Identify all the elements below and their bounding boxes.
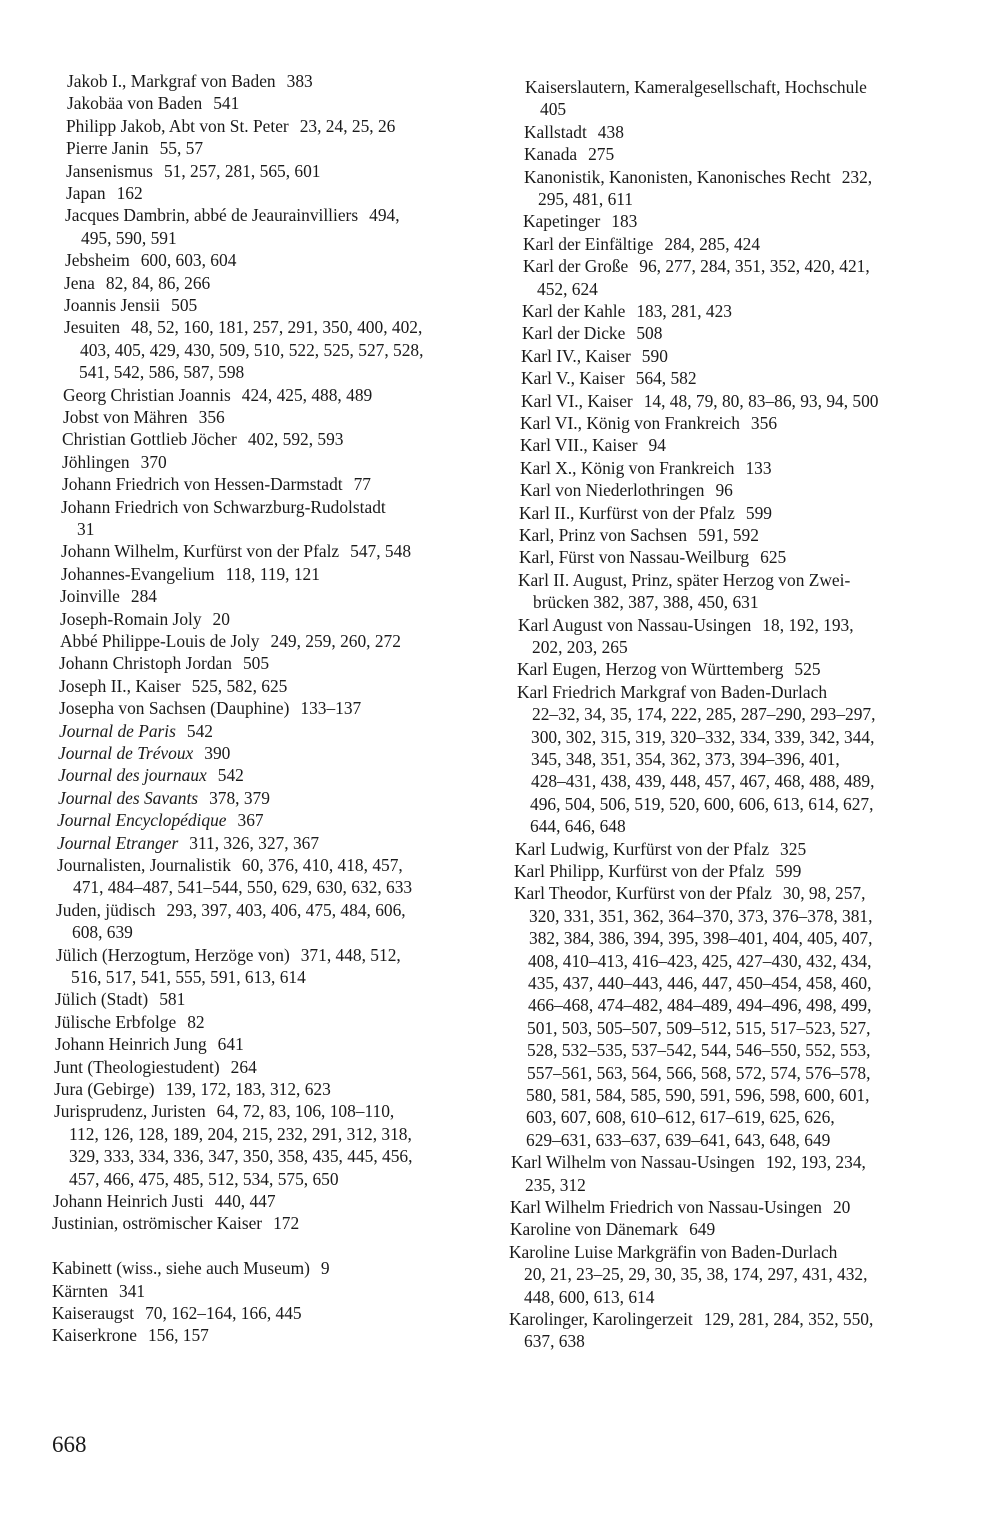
index-page-refs: 591, 592 [698,525,759,545]
index-page-refs-continued: 644, 646, 648 [530,816,626,837]
index-entry [53,1190,276,1212]
index-term: Karl Ludwig, Kurfürst von der Pfalz [515,838,770,859]
index-entry [58,787,270,809]
index-page-refs-continued: 457, 466, 475, 485, 512, 534, 575, 650 [69,1168,339,1189]
index-term: Kaiseraugst [52,1303,135,1323]
index-term: Kabinett (wiss., siehe auch Museum) [52,1258,310,1279]
index-page-refs-continued: 22–32, 34, 35, 174, 222, 285, 287–290, 293–297, [532,704,876,725]
index-page-refs: 96, 277, 284, 351, 352, 420, 421, [639,256,870,277]
index-page-refs: 541 [213,93,240,114]
index-page-refs: 192, 193, 234, [765,1152,866,1173]
index-term: Journal Encyclopédique [57,810,227,831]
index-page-refs-continued: 501, 503, 505–507, 509–512, 515, 517–523, 527, [527,1017,871,1038]
index-term: Georg Christian Joannis [63,384,231,405]
index-term: Johann Christoph Jordan [59,653,232,674]
index-entry [57,809,264,831]
index-entry [59,675,287,697]
index-term: Karl II., Kurfürst von der Pfalz [519,502,735,523]
index-page-refs: 183 [611,211,638,232]
index-entry [522,300,732,322]
index-page-refs-continued: 541, 542, 586, 587, 598 [79,362,245,383]
index-page-refs: 525, 582, 625 [191,675,288,696]
index-page-refs: 82, 84, 86, 266 [105,272,211,293]
index-entry [62,473,371,495]
index-term: Kaiserslautern, Kameralgesellschaft, Hochschule [525,77,867,97]
index-term: Jakobäa von Baden [67,93,203,114]
index-page-refs: 20 [832,1197,851,1217]
index-page-refs-continued: 31 [77,519,95,539]
index-entry [525,76,867,98]
index-term: Jebsheim [65,250,130,271]
index-page-refs: 383 [286,71,313,91]
index-entry [59,697,361,719]
index-term: Karl V., Kaiser [521,368,625,389]
index-entry [62,428,344,450]
index-term: Karl der Einfältige [523,233,654,254]
index-page-refs: 325 [780,838,807,859]
index-entry [518,569,850,591]
index-entry [54,1078,331,1100]
index-page-refs-continued: 112, 126, 128, 189, 204, 215, 232, 291, 312, 318, [69,1123,412,1144]
index-term: Karl der Große [523,256,629,277]
index-term: Journal Etranger [57,832,179,853]
index-page-refs-continued: 408, 410–413, 416–423, 425, 427–430, 432, 434, [528,950,872,971]
index-page-refs-continued: 629–631, 633–637, 639–641, 643, 648, 649 [526,1129,831,1150]
index-entry [56,944,401,966]
index-page-refs: 625 [760,547,787,568]
index-term: Journal de Trévoux [58,743,194,763]
index-page-refs: 284, 285, 424 [664,233,761,254]
index-entry [64,316,422,338]
index-entry [514,860,801,882]
index-entry [524,166,872,188]
index-page-refs-continued: 496, 504, 506, 519, 520, 600, 606, 613, 614, 627, [530,793,874,814]
index-term: Johann Wilhelm, Kurfürst von der Pfalz [61,541,340,562]
index-page-refs: 424, 425, 488, 489 [241,384,373,405]
index-page-refs: 156, 157 [147,1325,209,1346]
index-entry [60,630,401,652]
index-page-refs: 60, 376, 410, 418, 457, [241,855,403,875]
index-page-refs-continued: 495, 590, 591 [81,227,177,248]
index-page-refs: 20 [212,608,230,629]
index-page-refs: 275 [588,144,615,165]
index-page-refs-continued: 300, 302, 315, 319, 320–332, 334, 339, 342, 344, [531,726,875,747]
index-page-refs: 311, 326, 327, 367 [189,832,320,853]
index-page-refs: 118, 119, 121 [225,563,320,584]
index-page-refs: 564, 582 [635,368,697,389]
index-entry [519,524,759,546]
index-entry [521,345,668,367]
index-term: Karl VII., Kaiser [520,435,638,456]
index-entry [59,720,213,742]
index-entry [520,457,772,479]
index-page-refs: 378, 379 [209,787,270,808]
index-page-refs: 264 [230,1056,257,1077]
index-entry [63,384,372,406]
index-term: Kanada [524,144,578,165]
index-page-refs-continued: brücken 382, 387, 388, 450, 631 [533,592,759,613]
index-page-refs: 30, 98, 257, [782,883,866,904]
index-entry [64,294,197,316]
index-entry [66,115,395,137]
index-page-refs-continued: 448, 600, 613, 614 [524,1286,655,1307]
index-entry [60,585,157,607]
index-term: Jurisprudenz, Juristen [54,1101,206,1122]
index-page-refs-continued: 403, 405, 429, 430, 509, 510, 522, 525, 527, 528, [80,339,424,360]
index-entry [523,233,760,255]
index-page-refs-continued: 516, 517, 541, 555, 591, 613, 614 [71,967,306,987]
index-entry [52,1280,145,1302]
index-entry [67,92,239,114]
index-page-refs: 293, 397, 403, 406, 475, 484, 606, [166,899,406,920]
index-term: Jacques Dambrin, abbé de Jeaurainvilliers [65,205,359,226]
index-entry [66,182,143,204]
index-page-refs: 94 [648,435,666,456]
index-term: Jakob I., Markgraf von Baden [67,71,276,91]
index-page-refs: 9 [320,1258,330,1279]
index-term: Kapetinger [523,211,601,232]
index-entry [518,614,854,636]
index-page-refs: 356 [198,407,225,427]
index-page-refs: 505 [171,295,198,315]
index-page-refs: 649 [689,1219,716,1240]
index-page-refs: 23, 24, 25, 26 [299,115,396,136]
index-term: Karl, Prinz von Sachsen [519,525,688,545]
index-entry [520,434,666,456]
index-page-refs-continued: 235, 312 [525,1174,586,1195]
index-page-refs: 590 [641,345,668,366]
index-entry [58,742,230,764]
index-page-refs-continued: 471, 484–487, 541–544, 550, 629, 630, 632, 633 [73,877,413,898]
index-page-refs-continued: 608, 639 [72,922,133,943]
index-entry [57,854,403,876]
index-page-refs: 505 [242,653,270,674]
index-term: Karl der Kahle [522,301,626,321]
index-page-refs: 542 [186,720,213,741]
index-page-refs: 133–137 [300,698,362,719]
index-term: Joseph-Romain Joly [60,608,202,629]
index-term: Jansenismus [66,160,153,181]
index-term: Karl Friedrich Markgraf von Baden-Durlach [517,681,828,702]
index-page-refs-continued: 320, 331, 351, 362, 364–370, 373, 376–378, 381, [529,905,873,926]
index-page-refs: 96 [715,480,733,501]
index-page-refs: 48, 52, 160, 181, 257, 291, 350, 400, 402, [131,317,423,338]
index-page-refs: 172 [273,1213,300,1234]
index-term: Kallstadt [524,121,587,142]
index-term: Juden, jüdisch [56,899,156,920]
index-entry [510,1196,850,1218]
index-term: Karl der Dicke [522,323,626,344]
index-term: Abbé Philippe-Louis de Joly [60,631,260,651]
index-entry [521,367,697,389]
index-term: Karl Wilhelm von Nassau-Usingen [511,1152,755,1173]
index-page-refs: 183, 281, 423 [636,301,732,321]
index-entry [52,1257,330,1279]
index-entry [59,652,269,674]
index-page-refs-continued: 452, 624 [537,278,598,299]
index-term: Karl II. August, Prinz, später Herzog von Zwei- [518,569,851,590]
index-term: Christian Gottlieb Jöcher [62,429,237,450]
index-page-refs: 371, 448, 512, [300,944,401,965]
index-page-refs: 440, 447 [214,1191,276,1211]
index-page-refs: 508 [636,323,663,344]
index-entry [55,1011,205,1033]
index-entry [52,1324,209,1346]
index-entry [524,121,624,143]
index-entry [517,658,821,680]
index-entry [511,1151,866,1173]
index-page-refs-continued: 202, 203, 265 [532,637,628,657]
index-term: Karl X., König von Frankreich [520,457,735,478]
index-page-refs: 547, 548 [350,541,412,562]
index-term: Jura (Gebirge) [54,1079,155,1099]
index-entry [509,1241,837,1263]
index-page-refs-continued: 557–561, 563, 564, 566, 568, 572, 574, 576–578, [527,1062,871,1083]
index-entry [54,1056,257,1078]
index-page-refs: 402, 592, 593 [247,429,344,450]
index-entry [60,608,230,630]
index-entry [55,1033,244,1055]
index-page-refs: 51, 257, 281, 565, 601 [163,160,321,181]
index-page-refs-continued: 382, 384, 386, 394, 395, 398–401, 404, 405, 407, [529,928,873,949]
index-page-refs-continued: 20, 21, 23–25, 29, 30, 35, 38, 174, 297, 431, 432, [524,1264,868,1285]
index-page-refs: 390 [204,743,231,763]
index-term: Jöhlingen [62,451,130,472]
index-term: Joseph II., Kaiser [59,675,181,696]
index-entry [514,882,865,904]
index-page-refs-continued: 580, 581, 584, 585, 590, 591, 596, 598, 600, 601, [526,1085,870,1105]
index-term: Karl IV., Kaiser [521,345,631,366]
index-entry [66,160,320,182]
index-entry [55,988,185,1010]
index-entry [66,137,203,159]
index-term: Karl, Fürst von Nassau-Weilburg [519,547,750,568]
index-page-refs: 139, 172, 183, 312, 623 [165,1079,331,1099]
index-entry [510,1218,715,1240]
index-page-refs: 599 [745,502,772,523]
index-page-refs: 249, 259, 260, 272 [270,631,401,651]
index-term: Justinian, oströmischer Kaiser [52,1213,263,1234]
index-entry [52,1212,299,1234]
index-page-refs: 599 [775,861,802,881]
index-term: Karl VI., Kaiser [521,390,633,411]
index-entry [62,451,167,473]
index-term: Karl von Niederlothringen [520,480,705,501]
index-term: Karl Philipp, Kurfürst von der Pfalz [514,861,765,881]
index-entry [523,210,637,232]
index-term: Jobst von Mähren [63,407,188,427]
index-page-refs: 641 [217,1034,244,1055]
index-entry [521,390,879,412]
index-page-refs: 494, [369,205,400,226]
index-page-refs: 55, 57 [159,138,204,159]
index-page-refs: 18, 192, 193, [762,614,854,635]
index-term: Karl VI., König von Frankreich [520,413,740,433]
index-term: Jena [64,272,95,293]
index-page-refs: 438 [597,121,624,142]
index-term: Journal de Paris [59,720,176,741]
index-entry [524,143,614,165]
index-term: Jülich (Herzogtum, Herzöge von) [56,944,290,965]
index-term: Karl Theodor, Kurfürst von der Pfalz [514,883,772,904]
index-entry [523,255,870,277]
index-page-refs: 82 [187,1011,205,1032]
index-term: Kanonistik, Kanonisten, Kanonisches Recht [524,166,831,187]
index-entry [67,70,313,92]
index-page-refs: 64, 72, 83, 106, 108–110, [216,1101,395,1122]
index-entry [61,496,386,518]
index-term: Johann Friedrich von Schwarzburg-Rudolstadt [61,496,386,517]
index-page-refs: 367 [237,810,264,831]
index-entry [519,502,772,524]
index-page-refs: 356 [750,413,778,433]
index-term: Kaiserkrone [52,1325,137,1346]
index-page-refs-continued: 466–468, 474–482, 484–489, 494–496, 498, 499, [528,995,872,1016]
index-page-refs: 284 [130,586,157,607]
index-entry [52,1302,302,1324]
index-page-refs-continued: 528, 532–535, 537–542, 544, 546–550, 552, 553, [527,1040,871,1061]
index-page-refs: 77 [353,474,371,495]
index-page-refs-continued: 428–431, 438, 439, 448, 457, 467, 468, 488, 489, [531,771,875,792]
index-entry [517,681,827,703]
index-page-refs-continued: 345, 348, 351, 354, 362, 373, 394–396, 401, [531,749,840,769]
index-term: Karolinger, Karolingerzeit [509,1309,693,1329]
index-term: Joinville [60,586,120,607]
index-term: Journalisten, Journalistik [57,855,231,875]
index-page-refs: 162 [116,183,143,203]
index-entry [61,540,411,562]
index-entry [515,838,806,860]
index-entry [520,479,733,501]
index-term: Philipp Jakob, Abt von St. Peter [66,115,289,136]
index-term: Journal des journaux [58,765,207,786]
index-entry [522,322,662,344]
index-page-refs: 581 [159,989,186,1010]
index-page-refs: 542 [217,765,244,786]
index-page-refs-continued: 435, 437, 440–443, 446, 447, 450–454, 458, 460, [528,973,872,993]
index-term: Karl Wilhelm Friedrich von Nassau-Usingen [510,1197,822,1217]
index-entry [519,546,786,568]
index-page-refs: 600, 603, 604 [140,250,237,271]
index-page-refs-continued: 295, 481, 611 [538,189,634,209]
index-page-refs: 70, 162–164, 166, 445 [145,1303,302,1323]
index-term: Karoline von Dänemark [510,1219,679,1240]
index-entry [63,406,225,428]
index-page-refs: 232, [841,166,873,187]
index-term: Jülische Erbfolge [55,1011,177,1032]
index-page-refs: 133 [745,457,772,478]
index-term: Karoline Luise Markgräfin von Baden-Durlach [509,1241,838,1262]
index-term: Japan [66,183,106,203]
page-number: 668 [52,1432,87,1457]
index-page-refs-continued: 329, 333, 334, 336, 347, 350, 358, 435, 445, 456, [69,1146,413,1167]
index-term: Karl Eugen, Herzog von Württemberg [517,659,784,680]
index-entry [509,1308,873,1330]
index-term: Johann Heinrich Justi [53,1191,204,1211]
index-page-refs-continued: 603, 607, 608, 610–612, 617–619, 625, 626, [526,1107,835,1128]
index-entry [61,563,320,585]
index-term: Johann Heinrich Jung [55,1034,207,1055]
index-page-refs: 14, 48, 79, 80, 83–86, 93, 94, 500 [643,390,879,411]
index-entry [54,1100,394,1122]
index-entry [56,899,406,921]
index-entry [64,272,210,294]
index-term: Johannes-Evangelium [61,563,215,584]
index-term: Johann Friedrich von Hessen-Darmstadt [62,474,343,495]
index-entry [65,249,236,271]
index-page-refs: 370 [140,451,167,472]
index-term: Joannis Jensii [64,295,161,315]
index-term: Pierre Janin [66,138,149,159]
index-page-refs-continued: 637, 638 [524,1331,585,1352]
index-term: Kärnten [52,1280,109,1301]
index-entry [520,412,777,434]
index-entry [57,832,319,854]
index-page-refs: 341 [119,1280,146,1301]
index-term: Junt (Theologiestudent) [54,1056,220,1077]
index-entry [58,764,244,786]
index-term: Jülich (Stadt) [55,989,149,1010]
index-page-refs: 525 [794,659,821,680]
index-term: Josepha von Sachsen (Dauphine) [59,698,290,719]
index-page-refs-continued: 405 [540,99,567,120]
index-page-refs: 129, 281, 284, 352, 550, [703,1309,874,1329]
index-entry [65,204,400,226]
index-term: Karl August von Nassau-Usingen [518,614,752,635]
index-term: Journal des Savants [58,787,199,808]
index-term: Jesuiten [64,317,121,338]
